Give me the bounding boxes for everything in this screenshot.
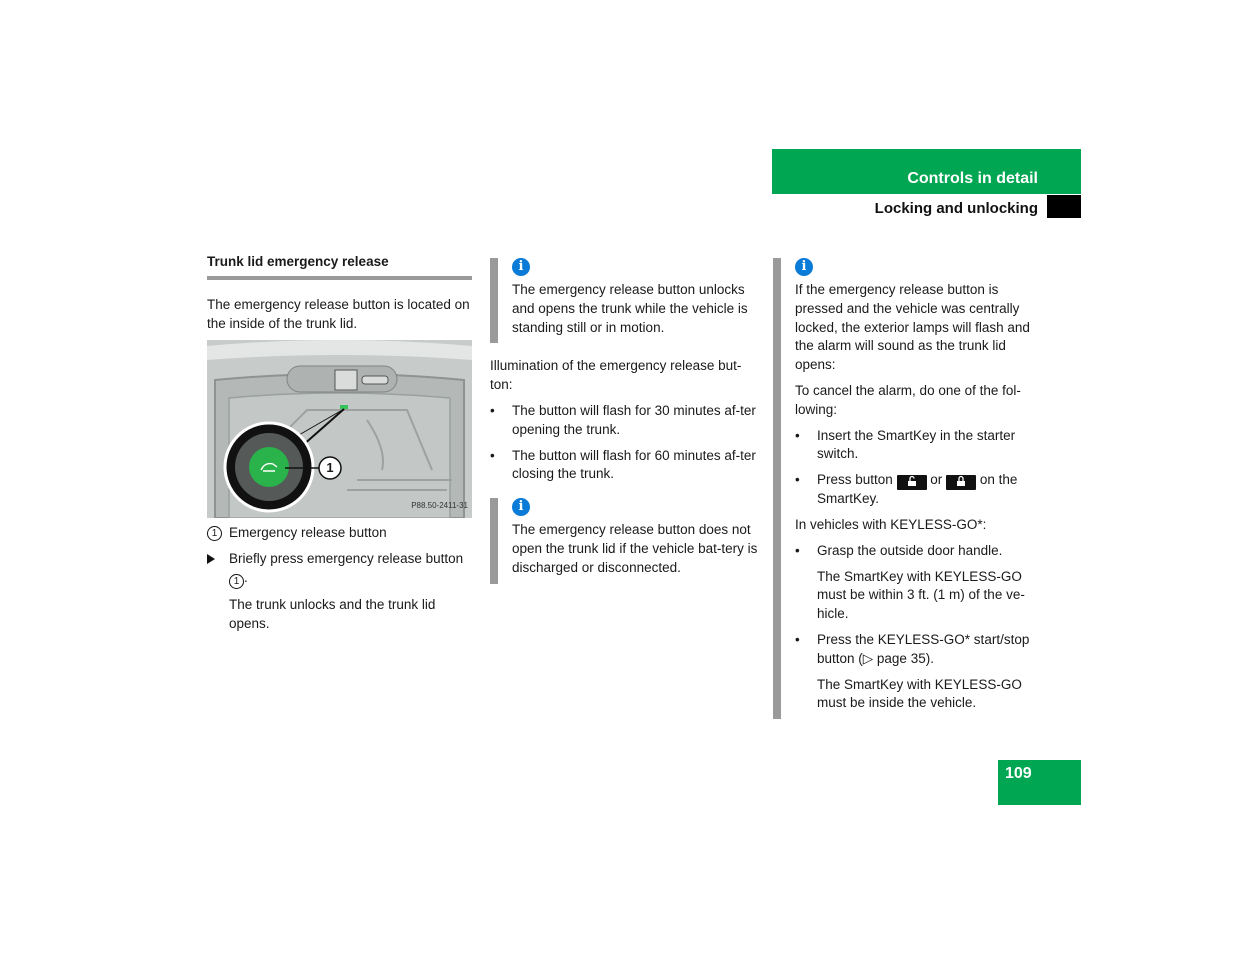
bullet-item xyxy=(795,471,1041,509)
bullet-item xyxy=(795,631,1041,669)
cancel-intro: To cancel the alarm, do one of the fol-lowing: xyxy=(795,382,1021,417)
info-text-2: The emergency release button does not open the trunk lid if the vehicle bat-tery is discharged or disconnected. xyxy=(512,522,758,575)
header-marker xyxy=(1047,195,1081,218)
trunk-lid-illustration xyxy=(207,340,472,518)
step-number: 1 xyxy=(229,574,244,589)
bullet-text: The button will flash for 30 minutes af-ter opening the trunk. xyxy=(512,402,756,437)
bullet-mark: • xyxy=(490,447,495,463)
trunk-lid-figure xyxy=(207,340,472,518)
info-icon: i xyxy=(795,258,813,276)
page-number: 109 xyxy=(1005,765,1032,782)
bullet-text: The button will flash for 60 minutes af-ter closing the trunk. xyxy=(512,447,756,482)
legend-text: Emergency release button xyxy=(229,525,387,541)
info-box-2 xyxy=(490,498,758,583)
bullet-text-post: on the SmartKey. xyxy=(817,472,1018,507)
bullet-mark: • xyxy=(795,427,800,443)
bullet-mark: • xyxy=(795,542,800,558)
column-left xyxy=(207,253,472,641)
column-middle xyxy=(490,257,758,598)
page-number-box xyxy=(998,760,1081,805)
column-right xyxy=(773,257,1041,719)
info-icon: i xyxy=(512,498,530,516)
bullet-text-mid: or xyxy=(926,472,947,488)
bullet-mark: • xyxy=(490,402,495,418)
unlock-key-icon xyxy=(897,475,927,490)
bullet-mark: • xyxy=(795,472,800,488)
bullet-text: Insert the SmartKey in the starter switch. xyxy=(817,427,1016,462)
bullet-item xyxy=(795,427,1041,465)
section-subtitle: Locking and unlocking xyxy=(874,200,1038,217)
bullet-note: The SmartKey with KEYLESS-GO must be within 3 ft. (1 m) of the ve-hicle. xyxy=(817,568,1025,622)
info-text-1: The emergency release button unlocks and opens the trunk while the vehicle is standing still or in motion. xyxy=(512,282,748,335)
step-text-post: . xyxy=(244,569,248,585)
figure-code: P88.50-2411-31 xyxy=(411,500,468,510)
bullet-text-pre: Press button xyxy=(817,472,897,488)
header-bar xyxy=(772,149,1081,194)
bullet-item xyxy=(795,542,1041,561)
info-box-1 xyxy=(490,258,758,343)
bullet-item xyxy=(490,402,758,440)
instruction-step xyxy=(207,550,472,589)
step-arrow-icon xyxy=(207,554,215,564)
info-icon: i xyxy=(512,258,530,276)
legend-number: 1 xyxy=(207,526,222,541)
bullet-text: Press the KEYLESS-GO* start/stop button (▷ page 35). xyxy=(817,631,1030,666)
keyless-intro: In vehicles with KEYLESS-GO*: xyxy=(795,516,987,532)
legend-item xyxy=(207,524,472,543)
bullet-text: Grasp the outside door handle. xyxy=(817,542,1003,558)
callout-number: 1 xyxy=(326,460,334,476)
lock-key-icon xyxy=(946,475,976,490)
chapter-title: Controls in detail xyxy=(907,170,1038,187)
step-result: The trunk unlocks and the trunk lid opens. xyxy=(229,596,436,631)
intro-paragraph: The emergency release button is located on the inside of the trunk lid. xyxy=(207,296,470,331)
bullet-note: The SmartKey with KEYLESS-GO must be inside the vehicle. xyxy=(817,676,1022,711)
alarm-info-text: If the emergency release button is pressed and the vehicle was centrally locked, the exterior lamps will flash and the alarm will sound as the trunk lid opens: xyxy=(795,282,1030,373)
bullet-mark: • xyxy=(795,631,800,647)
bullet-item xyxy=(490,447,758,485)
info-box-alarm xyxy=(773,258,1041,719)
section-title: Trunk lid emergency release xyxy=(207,253,472,280)
illumination-intro: Illumination of the emergency release but-ton: xyxy=(490,358,742,393)
step-text-pre: Briefly press emergency release button xyxy=(229,551,464,567)
